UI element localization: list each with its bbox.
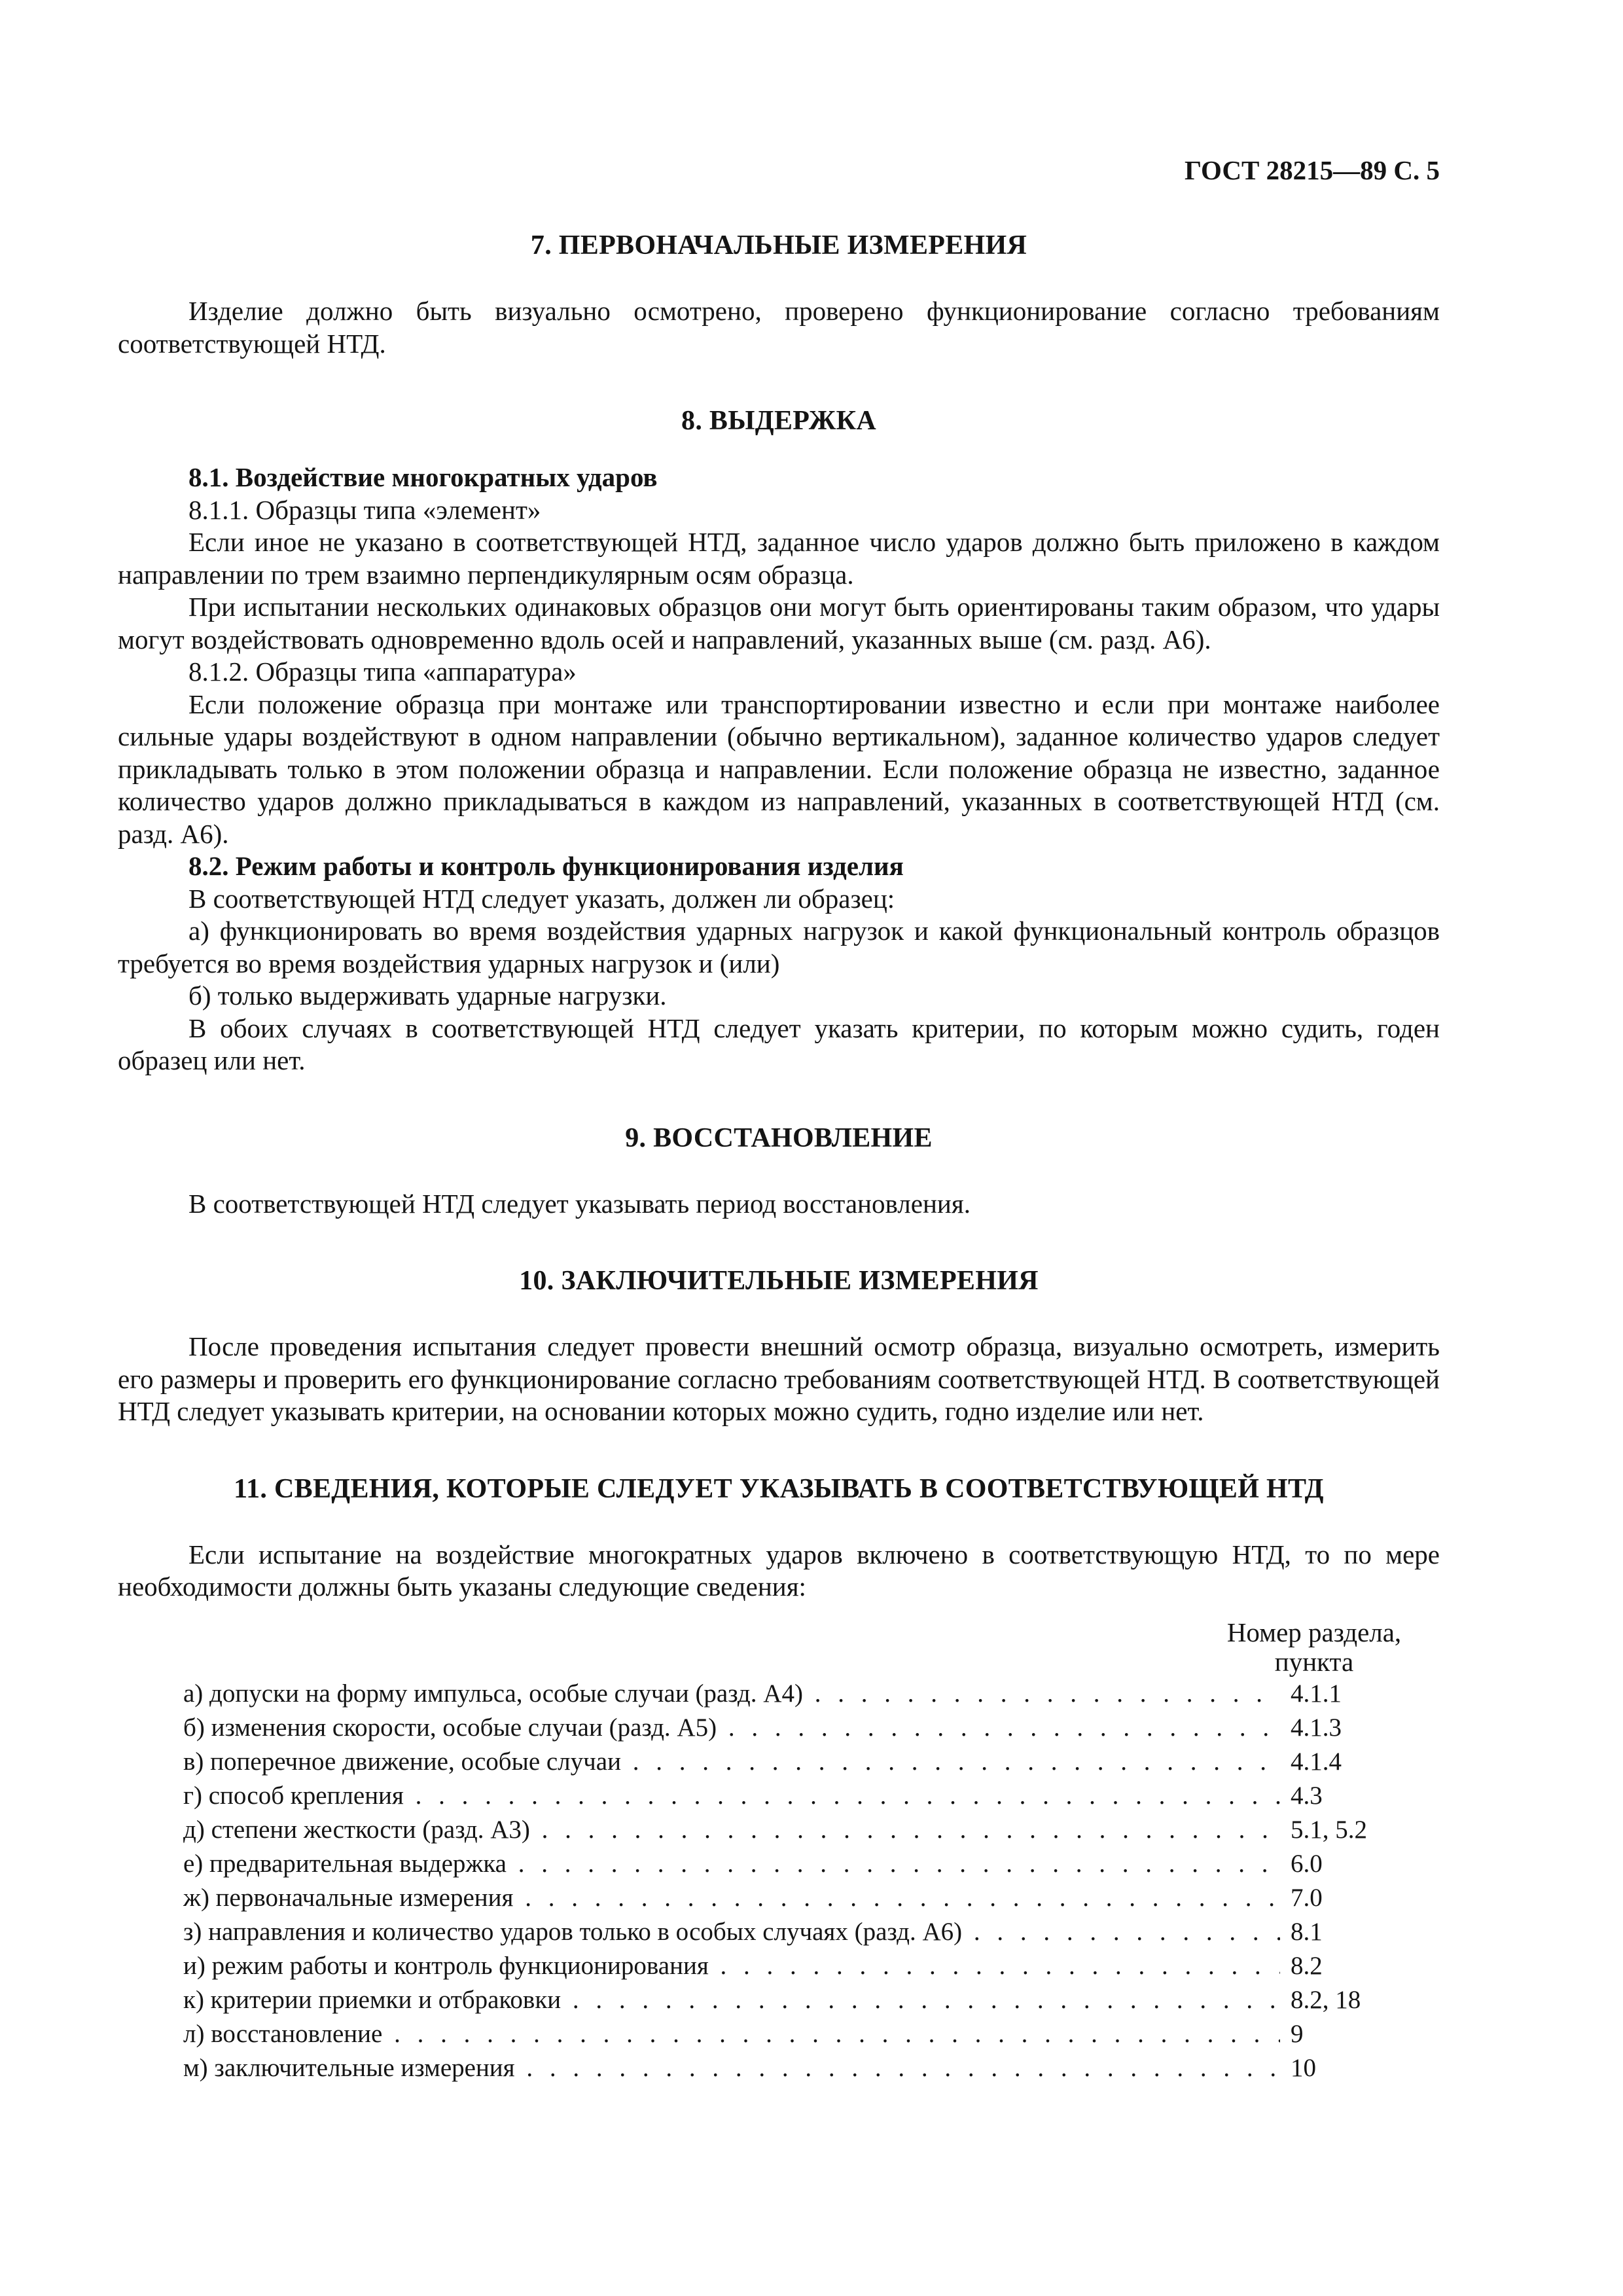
list-item — [118, 2051, 1440, 2085]
section-10-heading: 10. ЗАКЛЮЧИТЕЛЬНЫЕ ИЗМЕРЕНИЯ — [519, 1266, 1039, 1296]
list-item-number: 5.1, 5.2 — [1280, 1813, 1448, 1847]
section-11-heading: 11. СВЕДЕНИЯ, КОТОРЫЕ СЛЕДУЕТ УКАЗЫВАТЬ В СООТВЕТСТВУЮЩЕЙ НТД — [234, 1473, 1324, 1504]
list-item — [118, 1779, 1440, 1813]
list-item-label: б) изменения скорости, особые случаи (разд. А5) — [183, 1713, 717, 1742]
list-item-number: 4.3 — [1280, 1779, 1448, 1813]
list-item-label: г) способ крепления — [183, 1781, 404, 1810]
section-7-paragraph: Изделие должно быть визуально осмотрено, проверено функционирование согласно требованиям соответствующей НТД. — [118, 296, 1440, 359]
list-item-label: к) критерии приемки и отбраковки — [183, 1985, 562, 2014]
section-7-heading: 7. ПЕРВОНАЧАЛЬНЫЕ ИЗМЕРЕНИЯ — [530, 230, 1027, 260]
section-8-paragraph-4: В соответствующей НТД следует указать, должен ли образец: — [188, 883, 895, 914]
list-item-number: 8.2 — [1280, 1949, 1448, 1983]
section-11-paragraph: Если испытание на воздействие многократных ударов включено в соответствующую НТД, то по мере необходимости должны быть указаны следующие сведения: — [118, 1539, 1440, 1602]
list-item-label: м) заключительные измерения — [183, 2053, 515, 2082]
list-item — [118, 1677, 1440, 1711]
list-item-label: з) направления и количество ударов только в особых случаях (разд. А6) — [183, 1917, 963, 1946]
section-8-list-item-b: б) только выдерживать ударные нагрузки. — [188, 980, 667, 1011]
list-item-label: л) восстановление — [183, 2019, 383, 2048]
toc-column-header-line-2: пункта — [1274, 1646, 1354, 1677]
toc-column-header — [1219, 1618, 1409, 1677]
list-item-label: е) предварительная выдержка — [183, 1849, 507, 1878]
list-item — [118, 2017, 1440, 2051]
list-item-label: а) допуски на форму импульса, особые случаи (разд. А4) — [183, 1679, 803, 1708]
list-item — [118, 1881, 1440, 1915]
list-item — [118, 1847, 1440, 1881]
list-item-label: и) режим работы и контроль функционирования — [183, 1951, 709, 1980]
list-item — [118, 1915, 1440, 1949]
section-8-paragraph-5: В обоих случаях в соответствующей НТД следует указать критерии, по которым можно судить, годен образец или нет. — [118, 1013, 1440, 1075]
list-item-label: в) поперечное движение, особые случаи — [183, 1747, 621, 1776]
subsection-8-2-heading: 8.2. Режим работы и контроль функционирования изделия — [188, 851, 904, 881]
subsection-8-1-heading: 8.1. Воздействие многократных ударов — [188, 462, 658, 492]
list-item-number: 6.0 — [1280, 1847, 1448, 1881]
list-item-number: 4.1.4 — [1280, 1745, 1448, 1779]
page-content — [118, 229, 1440, 2085]
list-item — [118, 1983, 1440, 2017]
list-item-label: ж) первоначальные измерения — [183, 1883, 514, 1912]
section-10-paragraph: После проведения испытания следует провести внешний осмотр образца, визуально осмотреть, измерить его размеры и проверить его функционирование согласно требованиям соответствующей НТД. В соответствующей НТД следует указывать критерии, на основании которых можно судить, годно изделие или нет. — [118, 1331, 1440, 1426]
list-item-number: 10 — [1280, 2051, 1448, 2085]
list-item — [118, 1745, 1440, 1779]
section-8-heading: 8. ВЫДЕРЖКА — [681, 406, 876, 436]
section-8-list-item-a: а) функционировать во время воздействия ударных нагрузок и какой функциональный контроль образцов требуется во время воздействия ударных нагрузок и (или) — [118, 916, 1440, 978]
list-item-number: 9 — [1280, 2017, 1448, 2051]
section-8-paragraph-2: При испытании нескольких одинаковых образцов они могут быть ориентированы таким образом, что удары могут воздействовать одновременно вдоль осей и направлений, указанных выше (см. разд. А6). — [118, 592, 1440, 655]
list-item-label: д) степени жесткости (разд. А3) — [183, 1815, 530, 1844]
list-item-number: 8.1 — [1280, 1915, 1448, 1949]
info-list — [118, 1677, 1440, 2085]
list-item — [118, 1711, 1440, 1745]
section-9-heading: 9. ВОССТАНОВЛЕНИЕ — [625, 1122, 933, 1153]
section-8-paragraph-3: Если положение образца при монтаже или транспортировании известно и если при монтаже наиболее сильные удары воздействуют в одном направлении (обычно вертикальном), заданное количество ударов следует прикладывать только в этом положении образца и направлении. Если положение образца не известно, заданное количество ударов должно прикладываться в каждом из направлений, указанных в соответствующей НТД (см. разд. А6). — [118, 689, 1440, 849]
section-9-paragraph: В соответствующей НТД следует указывать период восстановления. — [188, 1188, 971, 1219]
list-item-number: 4.1.3 — [1280, 1711, 1448, 1745]
list-item-number: 8.2, 18 — [1280, 1983, 1448, 2017]
list-item — [118, 1949, 1440, 1983]
list-item-number: 7.0 — [1280, 1881, 1448, 1915]
list-item-number: 4.1.1 — [1280, 1677, 1448, 1711]
list-item — [118, 1813, 1440, 1847]
clause-8-1-1-heading: 8.1.1. Образцы типа «элемент» — [188, 494, 541, 525]
toc-column-header-line-1: Номер раздела, — [1226, 1617, 1402, 1647]
section-8-paragraph-1: Если иное не указано в соответствующей НТД, заданное число ударов должно быть приложено в каждом направлении по трем взаимно перпендикулярным осям образца. — [118, 527, 1440, 590]
clause-8-1-2-heading: 8.1.2. Образцы типа «аппаратура» — [188, 656, 577, 687]
page-header: ГОСТ 28215—89 С. 5 — [1184, 155, 1440, 185]
